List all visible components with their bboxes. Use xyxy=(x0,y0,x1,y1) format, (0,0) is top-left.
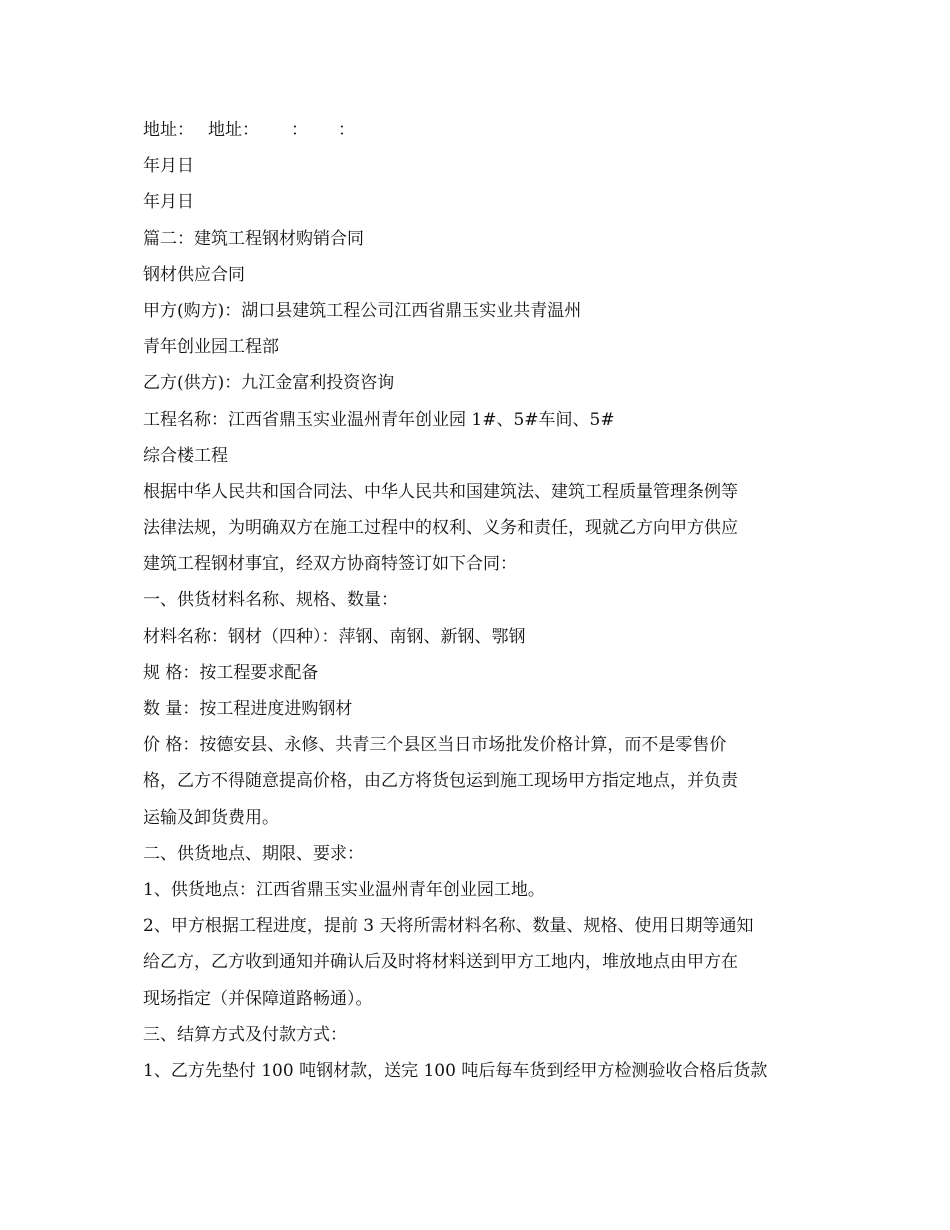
contract-title: 钢材供应合同 xyxy=(143,264,245,285)
price-line-3: 运输及卸货费用。 xyxy=(143,807,279,828)
section-title: 篇二：建筑工程钢材购销合同 xyxy=(143,228,364,249)
intro-line-2: 法律法规，为明确双方在施工过程中的权利、义务和责任，现就乙方向甲方供应 xyxy=(143,518,738,539)
project-name-line-2: 综合楼工程 xyxy=(143,445,228,466)
material-name-line: 材料名称：钢材（四种）：萍钢、南钢、新钢、鄂钢 xyxy=(143,626,526,647)
party-a-line-2: 青年创业园工程部 xyxy=(143,337,279,358)
party-b-line: 乙方(供方)：九江金富利投资咨询 xyxy=(143,373,395,394)
notice-line-3: 现场指定（并保障道路畅通）。 xyxy=(143,988,373,1009)
price-line-2: 格，乙方不得随意提高价格，由乙方将货包运到施工现场甲方指定地点，并负责 xyxy=(143,771,738,792)
colon-mark-2: ： xyxy=(338,120,355,140)
date-line-1: 年月日 xyxy=(143,156,194,177)
project-name-line-1: 工程名称：江西省鼎玉实业温州青年创业园 1#、5#车间、5# xyxy=(143,409,615,430)
supply-location-line: 1、供货地点：江西省鼎玉实业温州青年创业园工地。 xyxy=(143,879,545,900)
intro-line-1: 根据中华人民共和国合同法、中华人民共和国建筑法、建筑工程质量管理条例等 xyxy=(143,481,738,502)
section-3-title: 三、结算方式及付款方式： xyxy=(143,1024,347,1045)
payment-line-1: 1、乙方先垫付 100 吨钢材款，送完 100 吨后每车货到经甲方检测验收合格后货款 xyxy=(143,1060,768,1081)
address-label-2: 地址： xyxy=(208,120,259,140)
address-line xyxy=(143,112,808,148)
intro-line-3: 建筑工程钢材事宜，经双方协商特签订如下合同： xyxy=(143,554,517,575)
specification-line: 规 格：按工程要求配备 xyxy=(143,662,319,683)
address-label-1: 地址： xyxy=(143,120,194,140)
section-1-title: 一、供货材料名称、规格、数量： xyxy=(143,590,398,611)
colon-mark-1: ： xyxy=(291,120,308,140)
date-line-2: 年月日 xyxy=(143,192,194,213)
price-line-1: 价 格：按德安县、永修、共青三个县区当日市场批发价格计算，而不是零售价 xyxy=(143,735,727,756)
quantity-line: 数 量：按工程进度进购钢材 xyxy=(143,699,353,719)
notice-line-1: 2、甲方根据工程进度，提前 3 天将所需材料名称、数量、规格、使用日期等通知 xyxy=(143,916,754,937)
document-page xyxy=(143,112,808,1089)
section-2-title: 二、供货地点、期限、要求： xyxy=(143,843,364,864)
notice-line-2: 给乙方，乙方收到通知并确认后及时将材料送到甲方工地内，堆放地点由甲方在 xyxy=(143,952,738,973)
party-a-line-1: 甲方(购方)：湖口县建筑工程公司江西省鼎玉实业共青温州 xyxy=(143,300,582,321)
